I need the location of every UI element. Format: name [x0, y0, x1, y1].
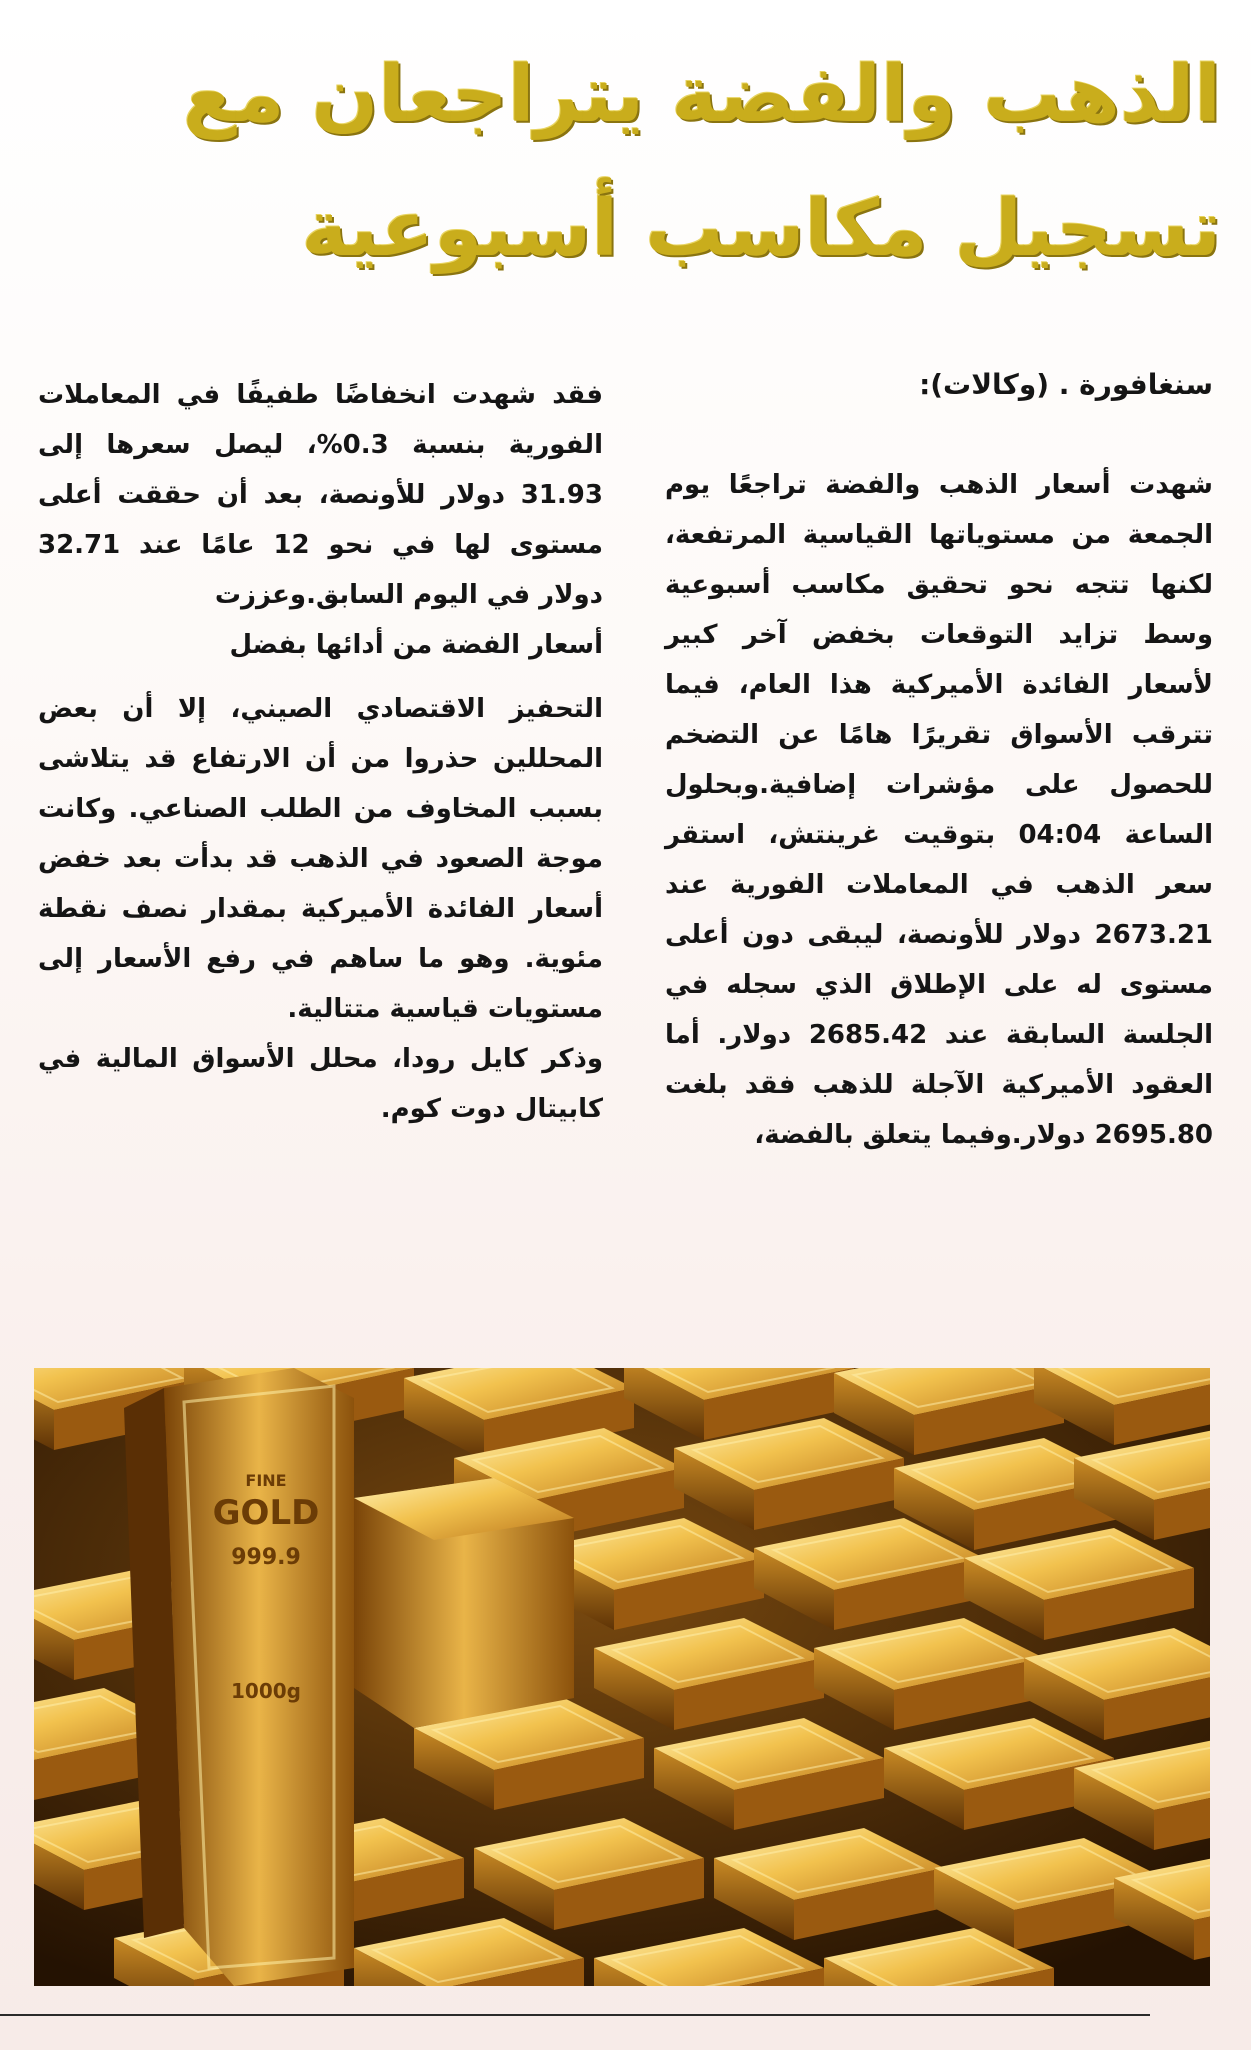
- dateline: سنغافورة . (وكالات):: [919, 368, 1213, 401]
- column-left-paragraph-1: فقد شهدت انخفاضًا طفيفًا في المعاملات الفورية بنسبة 0.3%، ليصل سعرها إلى 31.93 دولار للأونصة، بعد أن حققت أعلى مستوى لها في نحو 12 عامًا عند 32.71 دولار في اليوم السابق.وعززت: [38, 380, 603, 610]
- bar-text-gold: GOLD: [212, 1493, 320, 1533]
- bottom-divider: [0, 2014, 1150, 2016]
- article-column-right: [665, 360, 1213, 1160]
- column-left-paragraph-2: أسعار الفضة من أدائها بفضل: [229, 630, 603, 660]
- column-right-text: شهدت أسعار الذهب والفضة تراجعًا يوم الجمعة من مستوياتها القياسية المرتفعة، لكنها تتجه نحو تحقيق مكاسب أسبوعية وسط تزايد التوقعات بخفض آخر كبير لأسعار الفائدة الأميركية هذا العام، فيما تترقب الأسواق تقريرًا هامًا عن التضخم للحصول على مؤشرات إضافية.وبحلول الساعة 04:04 بتوقيت غرينتش، استقر سعر الذهب في المعاملات الفورية عند 2673.21 دولار للأونصة، ليبقى دون أعلى مستوى له على الإطلاق الذي سجله في الجلسة السابقة عند 2685.42 دولار. أما العقود الأميركية الآجلة للذهب فقد بلغت 2695.80 دولار.وفيما يتعلق بالفضة،: [665, 470, 1213, 1150]
- column-left-paragraph-4: وذكر كايل رودا، محلل الأسواق المالية في كابيتال دوت كوم.: [38, 1044, 603, 1124]
- bar-text-weight: 1000g: [231, 1679, 301, 1703]
- bar-text-purity: 999.9: [231, 1545, 301, 1570]
- article-headline: الذهب والفضة يتراجعان مع تسجيل مكاسب أسبوعية: [182, 50, 1221, 274]
- second-gold-bar: [354, 1478, 574, 1728]
- article-column-left: [38, 370, 603, 1134]
- gold-bars-photo: [34, 1368, 1210, 1986]
- bar-text-fine: FINE: [245, 1471, 287, 1490]
- column-left-paragraph-3: التحفيز الاقتصادي الصيني، إلا أن بعض المحللين حذروا من أن الارتفاع قد يتلاشى بسبب المخاوف من الطلب الصناعي. وكانت موجة الصعود في الذهب قد بدأت بعد خفض أسعار الفائدة الأميركية بمقدار نصف نقطة مئوية. وهو ما ساهم في رفع الأسعار إلى مستويات قياسية متتالية.: [38, 694, 603, 1024]
- foreground-gold-bar: [124, 1368, 354, 1986]
